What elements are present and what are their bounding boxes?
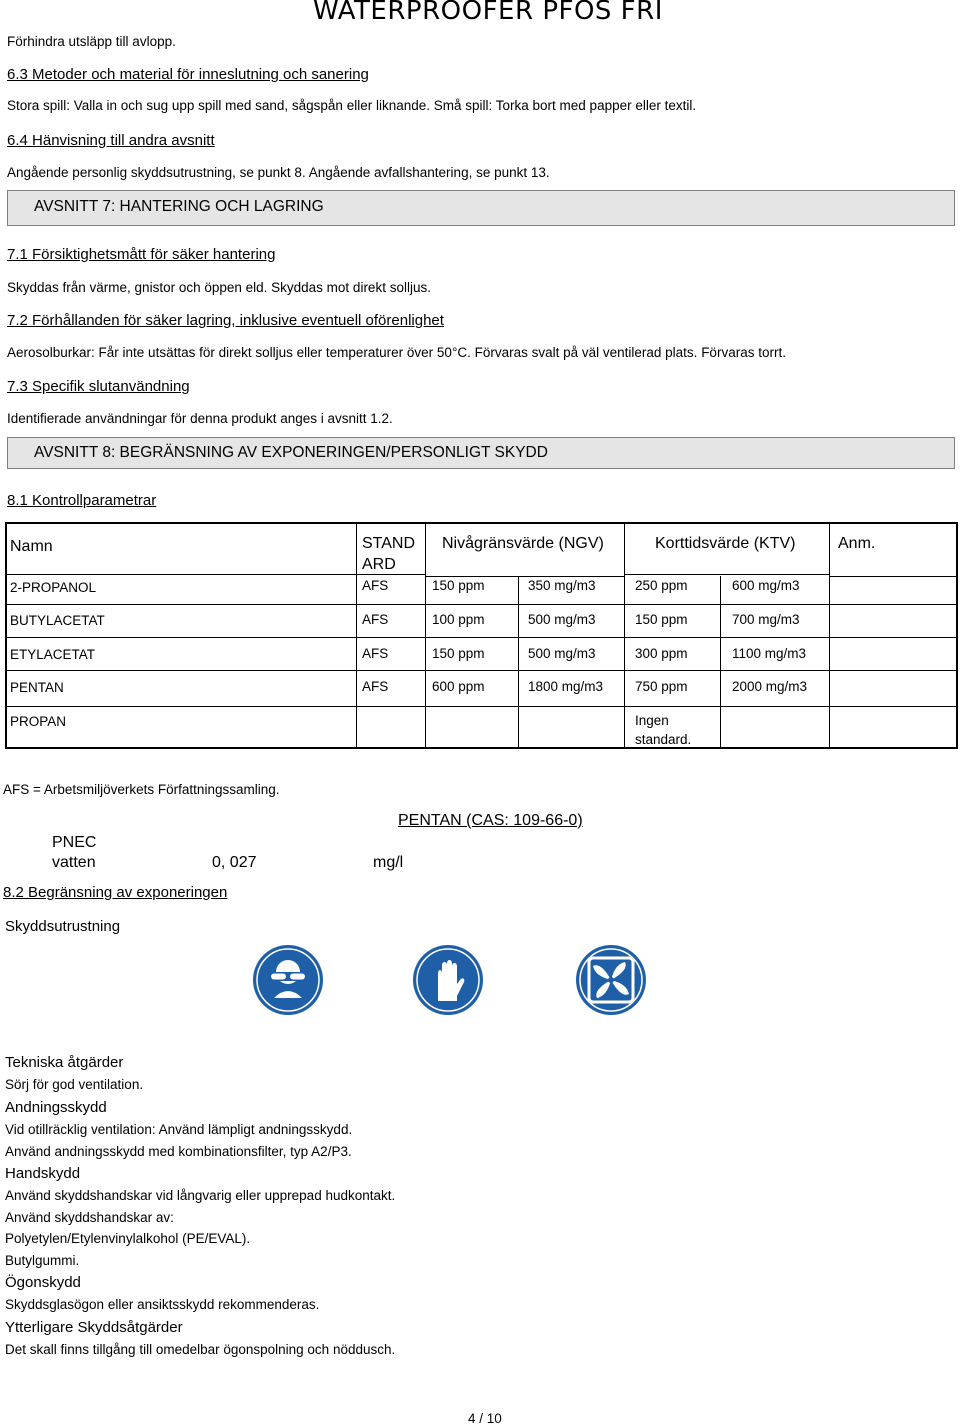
pnec-value: 0, 027: [212, 854, 257, 871]
text-7-3: Identifierade användningar för denna produkt anges i avsnitt 1.2.: [7, 411, 393, 426]
prevent-text: Förhindra utsläpp till avlopp.: [7, 34, 176, 49]
table-row-ktv-ppm: 300 ppm: [635, 646, 688, 661]
table-row-ktv-ppm: 750 ppm: [635, 679, 688, 694]
eye-heading: Ögonskydd: [5, 1274, 81, 1291]
text-6-4: Angående personlig skyddsutrustning, se punkt 8. Angående avfallshantering, se punkt 13.: [7, 165, 550, 180]
col-header-name: Namn: [10, 538, 53, 555]
table-row-ngv-ppm: 150 ppm: [432, 646, 485, 661]
heading-6-4: 6.4 Hänvisning till andra avsnitt: [7, 132, 215, 149]
col-header-standard: STAND: [362, 535, 416, 552]
gloves-icon: [412, 944, 484, 1016]
respiratory-text-1: Vid otillräcklig ventilation: Använd lämpligt andningsskydd.: [5, 1122, 353, 1137]
section-8-bar: [7, 437, 955, 469]
table-row-name: ETYLACETAT: [10, 647, 96, 662]
pnec-medium: vatten: [52, 854, 96, 871]
table-row-ngv-ppm: 150 ppm: [432, 578, 485, 593]
table-row-standard: AFS: [362, 679, 389, 694]
hand-text-2: Använd skyddshandskar av:: [5, 1210, 174, 1225]
col-header-ngv: Nivågränsvärde (NGV): [442, 535, 604, 552]
hand-text-1: Använd skyddshandskar vid långvarig eller upprepad hudkontakt.: [5, 1188, 396, 1203]
heading-8-2: 8.2 Begränsning av exponeringen: [3, 884, 228, 901]
table-row-standard: AFS: [362, 646, 389, 661]
respiratory-text-2: Använd andningsskydd med kombinationsfilter, typ A2/P3.: [5, 1144, 352, 1159]
col-header-ktv: Korttidsvärde (KTV): [655, 535, 796, 552]
table-row-ngv-mg: 500 mg/m3: [528, 646, 596, 661]
table-row-ngv-mg: 1800 mg/m3: [528, 679, 604, 694]
hand-text-3: Polyetylen/Etylenvinylalkohol (PE/EVAL).: [5, 1231, 251, 1246]
section-7-bar: [7, 190, 955, 226]
table-row-name: BUTYLACETAT: [10, 613, 105, 628]
table-row-ktv-ppm: 150 ppm: [635, 612, 688, 627]
table-row-ngv-mg: 350 mg/m3: [528, 578, 596, 593]
page-number: 4 / 10: [468, 1411, 502, 1426]
heading-7-1: 7.1 Försiktighetsmått för säker hantering: [7, 246, 276, 263]
table-row-ngv-ppm: 600 ppm: [432, 679, 485, 694]
table-row-ngv-mg: 500 mg/m3: [528, 612, 596, 627]
table-row-name: PENTAN: [10, 680, 64, 695]
table-row-ktv-mg: 1100 mg/m3: [732, 646, 807, 661]
col-header-standard-2: ARD: [362, 556, 396, 573]
table-row-ktv-ppm-2: standard.: [635, 732, 692, 747]
table-row-ktv-ppm: 250 ppm: [635, 578, 688, 593]
hand-heading: Handskydd: [5, 1165, 81, 1182]
ppe-heading: Skyddsutrustning: [5, 918, 121, 935]
pnec-unit: mg/l: [373, 854, 404, 871]
table-row-name: PROPAN: [10, 714, 67, 729]
heading-7-2: 7.2 Förhållanden för säker lagring, inklusive eventuell oförenlighet: [7, 312, 444, 329]
table-row-ngv-ppm: 100 ppm: [432, 612, 485, 627]
text-6-3: Stora spill: Valla in och sug upp spill med sand, sågspån eller liknande. Små spill: Torka bort med papper eller textil.: [7, 98, 697, 113]
respiratory-heading: Andningsskydd: [5, 1099, 107, 1116]
ventilation-icon: [575, 944, 647, 1016]
technical-measures-heading: Tekniska åtgärder: [5, 1054, 124, 1071]
table-row-ktv-mg: 2000 mg/m3: [732, 679, 808, 694]
hand-text-4: Butylgummi.: [5, 1253, 80, 1268]
text-7-1: Skyddas från värme, gnistor och öppen eld. Skyddas mot direkt solljus.: [7, 280, 431, 295]
afs-note: AFS = Arbetsmiljöverkets Författningssamling.: [3, 782, 280, 797]
table-row-ktv-mg: 600 mg/m3: [732, 578, 800, 593]
section-8-title: AVSNITT 8: BEGRÄNSNING AV EXPONERINGEN/PERSONLIGT SKYDD: [34, 444, 548, 461]
technical-measures-text: Sörj för god ventilation.: [5, 1077, 144, 1092]
table-row-name: 2-PROPANOL: [10, 580, 97, 595]
table-row-standard: AFS: [362, 578, 389, 593]
section-7-title: AVSNITT 7: HANTERING OCH LAGRING: [34, 198, 324, 215]
additional-measures-heading: Ytterligare Skyddsåtgärder: [5, 1319, 183, 1336]
heading-8-1: 8.1 Kontrollparametrar: [7, 492, 157, 509]
table-row-standard: AFS: [362, 612, 389, 627]
goggles-icon: [252, 944, 324, 1016]
table-row-ktv-mg: 700 mg/m3: [732, 612, 800, 627]
heading-6-3: 6.3 Metoder och material för inneslutning och sanering: [7, 66, 369, 83]
col-header-anm: Anm.: [838, 535, 876, 552]
text-7-2: Aerosolburkar: Får inte utsättas för direkt solljus eller temperaturer över 50°C. Förvaras svalt på väl ventilerad plats. Förvaras torrt.: [7, 345, 786, 360]
pnec-label: PNEC: [52, 834, 97, 851]
eye-text: Skyddsglasögon eller ansiktsskydd rekommenderas.: [5, 1297, 320, 1312]
document-title: WATERPROOFER PFOS FRI: [313, 0, 663, 26]
additional-measures-text: Det skall finns tillgång till omedelbar ögonspolning och nöddusch.: [5, 1342, 396, 1357]
heading-7-3: 7.3 Specifik slutanvändning: [7, 378, 190, 395]
pentan-cas-heading: PENTAN (CAS: 109-66-0): [398, 812, 583, 829]
table-row-ktv-ppm: Ingen: [635, 713, 669, 728]
